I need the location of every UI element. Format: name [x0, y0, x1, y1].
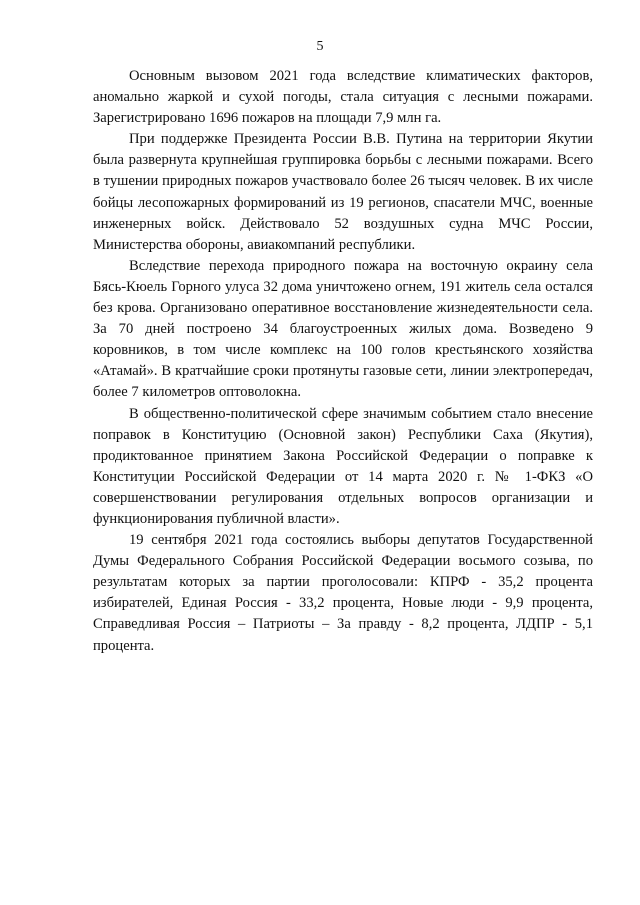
paragraph-forest-fires-challenge: Основным вызовом 2021 года вследствие климатических факторов, аномально жаркой и сухой погоды, стала ситуация с лесными пожарами. Зарегистрировано 1696 пожаров на площади 7,9 млн га. [93, 68, 593, 127]
document-body [93, 66, 593, 657]
page-number: 5 [316, 39, 324, 54]
paragraph-constitution-amendments: В общественно-политической сфере значимым событием стало внесение поправок в Конституцию (Основной закон) Республики Саха (Якутия), продиктованное принятием Закона Российской Федерации о поправке к Конституции Российской Федерации от 14 марта 2020 г. № 1-ФКЗ «О совершенствовании регулирования отдельных вопросов организации и функционирования публичной власти». [93, 405, 593, 527]
paragraph-firefighting-group: При поддержке Президента России В.В. Путина на территории Якутии была развернута крупнейшая группировка борьбы с лесными пожарами. Всего в тушении природных пожаров участвовало более 26 тысяч человек. В их числе бойцы лесопожарных формирований из 19 регионов, спасатели МЧС, военные инженерных войск. Действовало 52 воздушных судна МЧС России, Министерства обороны, авиакомпаний республики. [93, 131, 593, 253]
paragraph-village-restoration: Вследствие перехода природного пожара на восточную окраину села Бясь-Кюель Горного улуса 32 дома уничтожено огнем, 191 житель села остался без крова. Организовано оперативное восстановление жизнедеятельности села. За 70 дней построено 34 благоустроенных жилых дома. Возведено 9 коровников, в том числе комплекс на 100 голов крестьянского хозяйства «Атамай». В кратчайшие сроки протянуты газовые сети, линии электропередач, более 7 километров оптоволокна. [93, 257, 593, 401]
paragraph-duma-elections: 19 сентября 2021 года состоялись выборы депутатов Государственной Думы Федерального Собрания Российской Федерации восьмого созыва, по результатам которых за партии проголосовали: КПРФ - 35,2 процента избирателей, Единая Россия - 33,2 процента, Новые люди - 9,9 процента, Справедливая Россия – Патриоты – За правду - 8,2 процента, ЛДПР - 5,1 процента. [93, 532, 593, 654]
